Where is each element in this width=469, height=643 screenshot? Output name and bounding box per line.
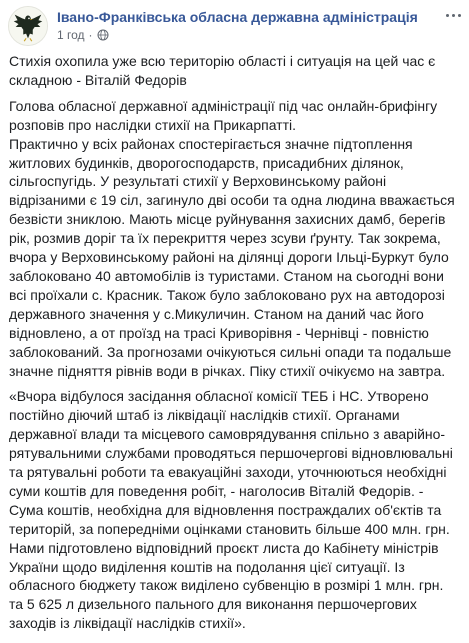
post-meta xyxy=(57,28,109,42)
separator-dot: · xyxy=(88,28,93,42)
post-headline: Стихія охопила уже всю територію області і ситуація на цей час є складною - Віталій Федорів xyxy=(9,53,436,88)
post-paragraph-situation: Практично у всіх районах спостерігається значне підтоплення житлових будинків, дворогосподарств, присадибних ділянок, сільгоспугідь. У результаті стихії у Верховинському районі відрізаними є 19 сіл, загинуло дві особи та одна людина вважається безвісти зниклою. Мають місце руйнування захисних дамб, берегів рік, розмив доріг та їх перекриття через зсуви ґрунту. Так зокрема, вчора у Верховинському районі на ділянці дороги Ільці-Буркут було заблоковано 40 автомобілів із туристами. Станом на сьогодні вони всі проїхали с. Красник. Також було заблоковано рух на автодорозі державного значення у с.Микуличин. Станом на даний час його відновлено, а от проїзд на трасі Криворівня - Чернівці - повністю заблокований. За прогнозами очікуються сильні опади та подальше значне підняття рівнів води в річках. Піку стихії очікуємо на завтра. xyxy=(9,135,455,379)
post-header xyxy=(8,6,463,46)
coat-of-arms-jackdaw-icon xyxy=(9,7,47,45)
page-avatar[interactable] xyxy=(8,6,48,46)
more-options-icon[interactable] xyxy=(443,8,463,22)
post-paragraph-quote: «Вчора відбулося засідання обласної комісії ТЕБ і НС. Утворено постійно діючий штаб із ліквідації наслідків стихії. Органами державної влади та місцевого самоврядування спільно з аварійно-рятувальними службами проводяться першочергові відновлювальні та рятувальні роботи та евакуаційні заходи, уточнюються необхідні суми коштів для поведення робіт, - наголосив Віталій Федорів. - Сума коштів, необхідна для відновлення постраждалих об'єктів та територій, за попередніми оцінками становить більше 400 млн. грн. Нами підготовлено відповідний проєкт листа до Кабінету міністрів України щодо виділення коштів на подолання цієї ситуації. Із обласного бюджету також виділено субвенцію в розмірі 1 млн. грн. та 5 625 л дизельного пального для виконання першочергових заходів із ліквідації наслідків стихії». xyxy=(9,388,453,632)
post-timestamp[interactable]: 1 год xyxy=(57,28,85,42)
post-paragraph-intro: Голова обласної державної адміністрації під час онлайн-брифінгу розповів про наслідки стихії на Прикарпатті. xyxy=(9,97,438,133)
globe-icon[interactable] xyxy=(97,29,109,41)
post-body xyxy=(9,52,461,640)
page-name-link[interactable]: Івано-Франківська обласна державна адміністрація xyxy=(57,9,418,25)
